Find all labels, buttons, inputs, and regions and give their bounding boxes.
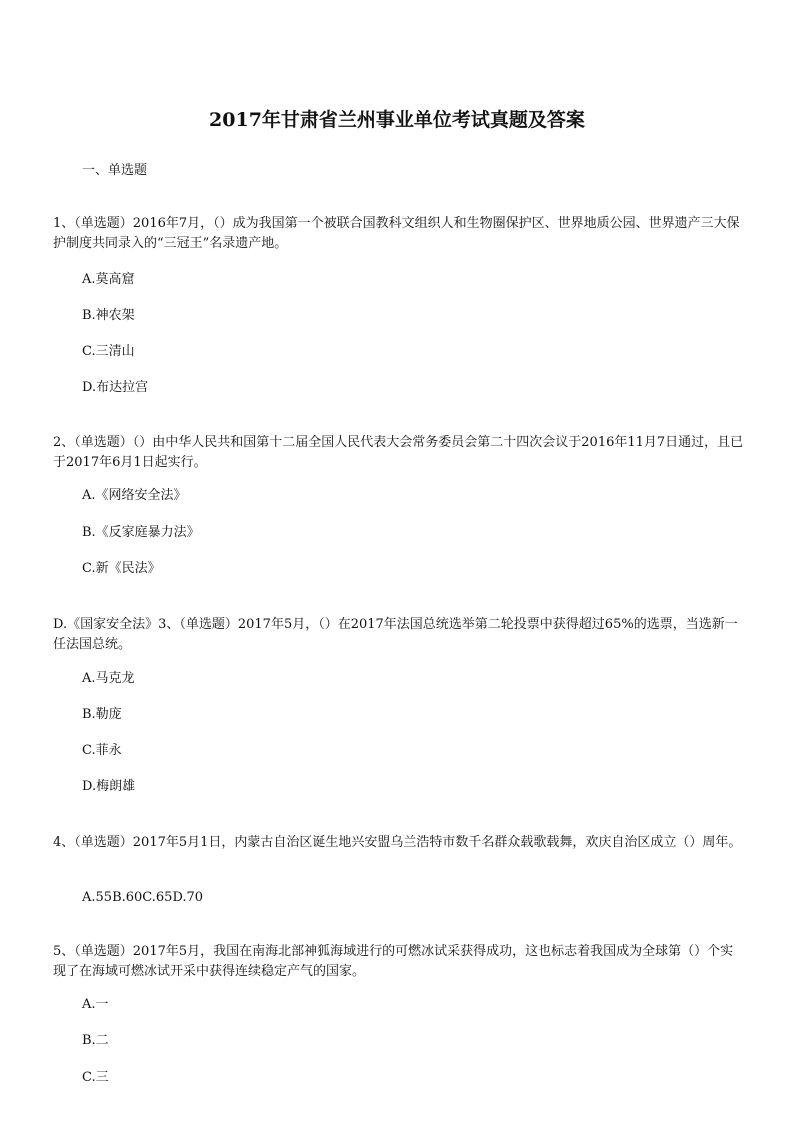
question-3-option-b: B.勒庞 <box>82 707 122 722</box>
question-1-option-d: D.布达拉宫 <box>82 380 149 395</box>
section-heading: 一、单选题 <box>82 163 148 178</box>
question-5-text: 5、（单选题）2017年5月，我国在南海北部神狐海域进行的可燃冰试采获得成功，这也标志着我国成为全球第（）个实现了在海域可燃冰试开采中获得连续稳定产气的国家。 <box>53 944 734 979</box>
question-4-text: 4、（单选题）2017年5月1日，内蒙古自治区诞生地兴安盟乌兰浩特市数千名群众载歌载舞，欢庆自治区成立（）周年。 <box>53 835 742 850</box>
question-5-option-b: B.二 <box>82 1033 109 1048</box>
question-2-text: 2、（单选题）（）由中华人民共和国第十二届全国人民代表大会常务委员会第二十四次会议于2016年11月7日通过，且已于2017年6月1日起实行。 <box>53 435 744 470</box>
question-2-option-c: C.新《民法》 <box>82 561 161 576</box>
question-4-options: A.55B.60C.65D.70 <box>82 890 204 905</box>
question-3-option-a: A.马克龙 <box>82 671 135 686</box>
question-1-text: 1、（单选题）2016年7月，（）成为我国第一个被联合国教科文组织人和生物圈保护区、世界地质公园、世界遗产三大保护制度共同录入的“三冠王”名录遗产地。 <box>53 216 740 251</box>
question-1-option-b: B.神农架 <box>82 308 135 323</box>
question-3-option-c: C.菲永 <box>82 743 122 758</box>
question-2-option-a: A.《网络安全法》 <box>82 488 187 503</box>
question-1-option-c: C.三清山 <box>82 344 135 359</box>
question-5-option-c: C.三 <box>82 1070 109 1085</box>
question-2-option-b: B.《反家庭暴力法》 <box>82 525 200 540</box>
question-1-option-a: A.莫高窟 <box>82 272 135 287</box>
document-title: 2017年甘肃省兰州事业单位考试真题及答案 <box>209 109 585 131</box>
question-3-text: D.《国家安全法》3、（单选题）2017年5月，（）在2017年法国总统选举第二轮投票中获得超过65%的选票，当选新一任法国总统。 <box>53 617 738 652</box>
question-3-option-d: D.梅朗雄 <box>82 779 136 794</box>
question-5-option-a: A.一 <box>82 997 109 1012</box>
